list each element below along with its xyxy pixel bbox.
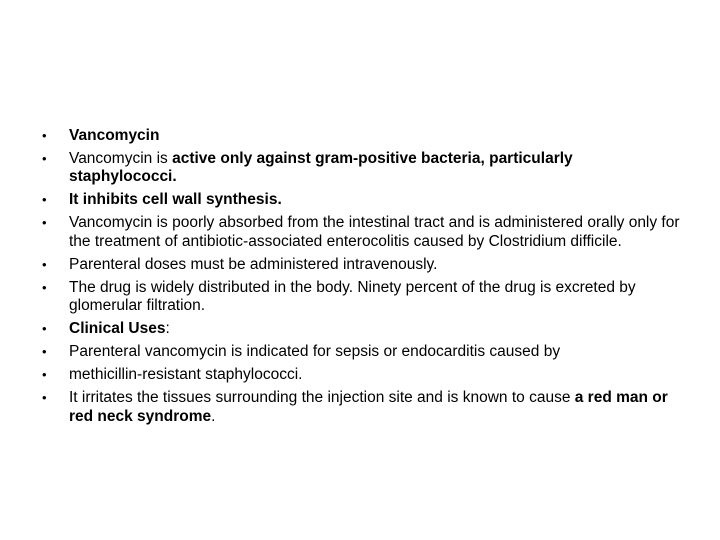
- segment: Vancomycin: [69, 127, 160, 144]
- segment: Vancomycin is: [69, 150, 173, 167]
- segment: Parenteral doses must be administered intravenously.: [69, 255, 438, 273]
- bullet-dot: •: [42, 390, 47, 406]
- bullet-item: [42, 214, 682, 251]
- segment: :: [165, 320, 170, 338]
- segment: The drug is widely distributed in the body. Ninety percent of the drug is excreted by glomerular filtration.: [69, 278, 636, 315]
- bullet-dot: •: [42, 367, 47, 383]
- segment: Clinical Uses: [69, 320, 166, 338]
- bullet-list: [42, 127, 682, 431]
- bullet-item: [42, 343, 682, 361]
- segment: It inhibits cell wall synthesis.: [69, 191, 282, 209]
- bullet-dot: •: [42, 215, 47, 231]
- bullet-item: [42, 389, 682, 426]
- bullet-item: [42, 256, 682, 274]
- segment: methicillin-resistant staphylococci.: [69, 366, 303, 384]
- segment: Parenteral vancomycin is indicated for sepsis or endocarditis caused by: [69, 343, 561, 361]
- bullet-item: [42, 191, 682, 209]
- bullet-dot: •: [42, 128, 47, 143]
- bullet-dot: •: [42, 279, 47, 295]
- bullet-dot: •: [42, 192, 47, 208]
- segment: active only against gram-positive bacteria, particularly staphylococci.: [69, 150, 573, 186]
- bullet-item: [42, 150, 682, 187]
- segment: Vancomycin is poorly absorbed from the intestinal tract and is administered orally only for the treatment of antibiotic-associated enterocolitis caused by Clostridium difficile.: [69, 214, 680, 250]
- bullet-dot: •: [42, 151, 47, 166]
- segment: It irritates the tissues surrounding the injection site and is known to cause: [69, 389, 575, 407]
- bullet-item: [42, 279, 682, 316]
- bullet-item: [42, 320, 682, 338]
- bullet-item: [42, 127, 682, 145]
- bullet-dot: •: [42, 321, 47, 337]
- segment: a red man or red neck syndrome: [69, 389, 668, 425]
- segment: .: [211, 407, 216, 425]
- bullet-dot: •: [42, 344, 47, 360]
- bullet-item: [42, 366, 682, 384]
- bullet-dot: •: [42, 256, 47, 272]
